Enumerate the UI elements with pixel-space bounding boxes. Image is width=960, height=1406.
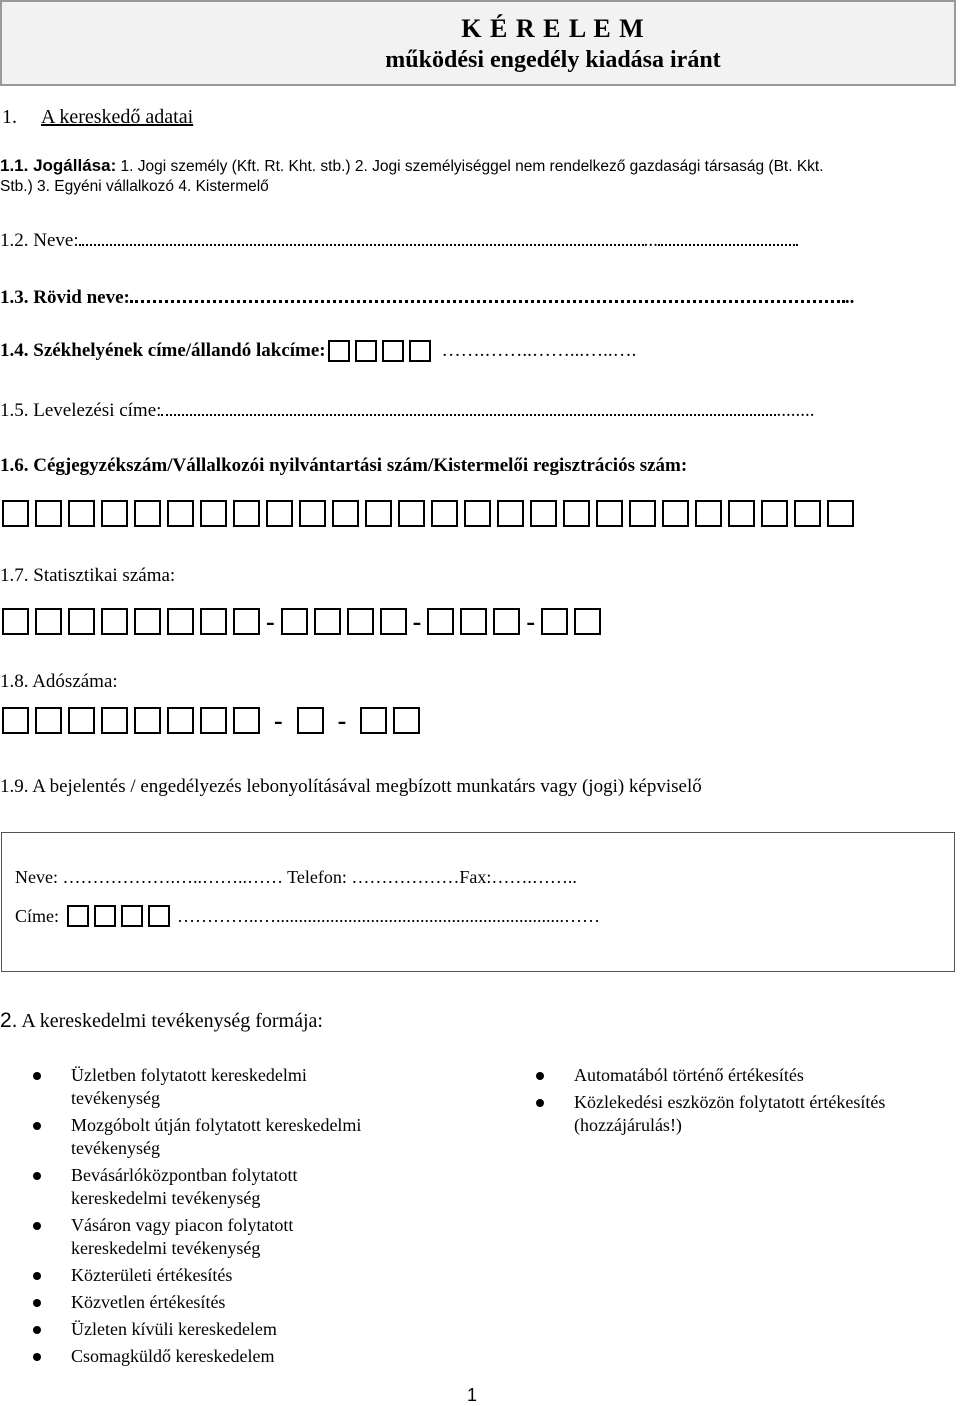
szekhely-label: 1.4. Székhelyének címe/állandó lakcíme:: [0, 340, 326, 361]
digit-box[interactable]: [2, 500, 29, 527]
digit-box[interactable]: [167, 707, 194, 734]
levelezesi-tail: ........: [776, 400, 815, 421]
digit-box[interactable]: [233, 500, 260, 527]
activity-list-right: [536, 1064, 946, 1141]
szekhely-address-dots[interactable]: …….……..……...…..….: [441, 340, 637, 361]
section2-heading: A kereskedelmi tevékenység formája:: [21, 1010, 323, 1032]
cegjegyzek-label: 1.6. Cégjegyzékszám/Vállalkozói nyilvántartási szám/Kistermelői regisztrációs szám:: [0, 455, 688, 476]
digit-box[interactable]: [281, 608, 308, 635]
digit-box[interactable]: [596, 500, 623, 527]
digit-box[interactable]: [67, 905, 89, 927]
digit-box[interactable]: [629, 500, 656, 527]
rep-cime-input[interactable]: …………..…................................................................……: [177, 905, 600, 926]
digit-box[interactable]: [68, 608, 95, 635]
list-item[interactable]: Mozgóbolt útján folytatott kereskedelmi tevékenység: [33, 1114, 411, 1160]
neve-label: 1.2. Neve:: [0, 230, 79, 251]
section1-heading: A kereskedő adatai: [41, 106, 194, 128]
digit-box[interactable]: [35, 707, 62, 734]
digit-box[interactable]: [380, 608, 407, 635]
neve-row: [0, 228, 798, 252]
jogallas-line2: Stb.) 3. Egyéni vállalkozó 4. Kistermelő: [0, 178, 269, 195]
digit-box[interactable]: [541, 608, 568, 635]
digit-box[interactable]: [121, 905, 143, 927]
digit-box[interactable]: [134, 608, 161, 635]
rovid-input[interactable]: [130, 284, 845, 303]
digit-box[interactable]: [460, 608, 487, 635]
levelezesi-row: [0, 398, 814, 422]
digit-box[interactable]: [167, 608, 194, 635]
rep-address-row: [15, 905, 600, 927]
statisztikai-boxes[interactable]: [2, 608, 607, 635]
digit-box[interactable]: [347, 608, 374, 635]
digit-box[interactable]: [101, 500, 128, 527]
rep-name-row: [15, 867, 577, 888]
digit-box[interactable]: [233, 707, 260, 734]
digit-box[interactable]: [365, 500, 392, 527]
activity-list-left: [33, 1064, 453, 1372]
section1-number: 1.: [2, 106, 17, 128]
digit-box[interactable]: [233, 608, 260, 635]
page-number: 1: [467, 1385, 478, 1405]
digit-box[interactable]: [662, 500, 689, 527]
digit-box[interactable]: [68, 707, 95, 734]
rep-neve-label: Neve:: [15, 867, 58, 887]
digit-box[interactable]: [314, 608, 341, 635]
list-item[interactable]: Közlekedési eszközön folytatott értékesítés (hozzájárulás!): [536, 1091, 946, 1137]
neve-input-cont[interactable]: [658, 228, 798, 246]
digit-box[interactable]: [530, 500, 557, 527]
list-item[interactable]: Csomagküldő kereskedelem: [33, 1345, 453, 1368]
representative-box: [1, 832, 955, 972]
digit-box[interactable]: [464, 500, 491, 527]
list-item[interactable]: Közterületi értékesítés: [33, 1264, 453, 1287]
rovid-tail: ..: [844, 287, 855, 308]
digit-box[interactable]: [827, 500, 854, 527]
digit-box[interactable]: [68, 500, 95, 527]
digit-box[interactable]: [167, 500, 194, 527]
jogallas-label: 1.1. Jogállása:: [0, 156, 117, 175]
list-item[interactable]: Automatából történő értékesítés: [536, 1064, 946, 1087]
digit-box[interactable]: [134, 500, 161, 527]
list-item[interactable]: Üzleten kívüli kereskedelem: [33, 1318, 453, 1341]
digit-box[interactable]: [299, 500, 326, 527]
neve-tail: ...: [643, 230, 658, 251]
separator-dash: -: [412, 606, 422, 636]
rovid-label: 1.3. Rövid neve:: [0, 287, 130, 308]
cegjegyzek-boxes[interactable]: [2, 500, 860, 527]
jogallas-line1: [0, 156, 824, 176]
list-item[interactable]: Üzletben folytatott kereskedelmi tevékenység: [33, 1064, 371, 1110]
rep-fax-label: Fax:: [459, 867, 492, 887]
digit-box[interactable]: [695, 500, 722, 527]
digit-box[interactable]: [728, 500, 755, 527]
digit-box[interactable]: [35, 608, 62, 635]
digit-box[interactable]: [355, 340, 377, 362]
rep-telefon-label: Telefon:: [287, 867, 347, 887]
separator-dash: -: [337, 705, 347, 735]
separator-dash: -: [526, 606, 536, 636]
digit-box[interactable]: [94, 905, 116, 927]
rep-neve-input[interactable]: ……………….…..……..……: [62, 867, 288, 887]
section2-heading-row: [0, 1009, 323, 1033]
statisztikai-label: 1.7. Statisztikai száma:: [0, 565, 176, 586]
form-title: K É R E L E M: [461, 14, 645, 43]
digit-box[interactable]: [563, 500, 590, 527]
digit-box[interactable]: [794, 500, 821, 527]
digit-box[interactable]: [266, 500, 293, 527]
digit-box[interactable]: [497, 500, 524, 527]
digit-box[interactable]: [409, 340, 431, 362]
digit-box[interactable]: [431, 500, 458, 527]
digit-box[interactable]: [493, 608, 520, 635]
section2-number: 2.: [0, 1009, 18, 1032]
digit-box[interactable]: [393, 707, 420, 734]
digit-box[interactable]: [398, 500, 425, 527]
rep-cime-label: Címe:: [15, 905, 59, 926]
digit-box[interactable]: [134, 707, 161, 734]
digit-box[interactable]: [200, 707, 227, 734]
digit-box[interactable]: [101, 608, 128, 635]
digit-box[interactable]: [427, 608, 454, 635]
neve-input[interactable]: [79, 228, 644, 246]
digit-box[interactable]: [360, 707, 387, 734]
digit-box[interactable]: [200, 500, 227, 527]
list-item[interactable]: Bevásárlóközpontban folytatott kereskedelmi tevékenység: [33, 1164, 371, 1210]
digit-box[interactable]: [101, 707, 128, 734]
digit-box[interactable]: [574, 608, 601, 635]
levelezesi-label: 1.5. Levelezési címe:: [0, 400, 162, 421]
form-subtitle: működési engedély kiadása iránt: [385, 47, 721, 73]
digit-box[interactable]: [200, 608, 227, 635]
separator-dash: -: [274, 705, 283, 735]
szekhely-zip-boxes[interactable]: [328, 340, 436, 362]
digit-box[interactable]: [148, 905, 170, 927]
rep-telefon-input[interactable]: ………………: [351, 867, 460, 887]
szekhely-row: [0, 340, 636, 362]
list-item[interactable]: Vásáron vagy piacon folytatott kereskedelmi tevékenység: [33, 1214, 371, 1260]
digit-box[interactable]: [382, 340, 404, 362]
digit-box[interactable]: [761, 500, 788, 527]
rep-fax-input[interactable]: …….……..: [491, 867, 577, 887]
adoszam-boxes[interactable]: [2, 707, 426, 734]
jogallas-options: 1. Jogi személy (Kft. Rt. Kht. stb.) 2. Jogi személyiséggel nem rendelkező gazdasági társaság (Bt. Kkt.: [120, 158, 824, 175]
digit-box[interactable]: [2, 707, 29, 734]
digit-box[interactable]: [35, 500, 62, 527]
levelezesi-input[interactable]: [161, 398, 776, 416]
digit-box[interactable]: [332, 500, 359, 527]
bejelentes-label: 1.9. A bejelentés / engedélyezés lebonyolításával megbízott munkatárs vagy (jogi) képviselő: [0, 776, 702, 797]
rep-zip-boxes[interactable]: [67, 905, 175, 927]
separator-dash: -: [266, 606, 275, 636]
digit-box[interactable]: [2, 608, 29, 635]
list-item[interactable]: Közvetlen értékesítés: [33, 1291, 453, 1314]
digit-box[interactable]: [328, 340, 350, 362]
rovid-row: [0, 284, 854, 309]
digit-box[interactable]: [297, 707, 324, 734]
adoszam-label: 1.8. Adószáma:: [0, 671, 118, 692]
